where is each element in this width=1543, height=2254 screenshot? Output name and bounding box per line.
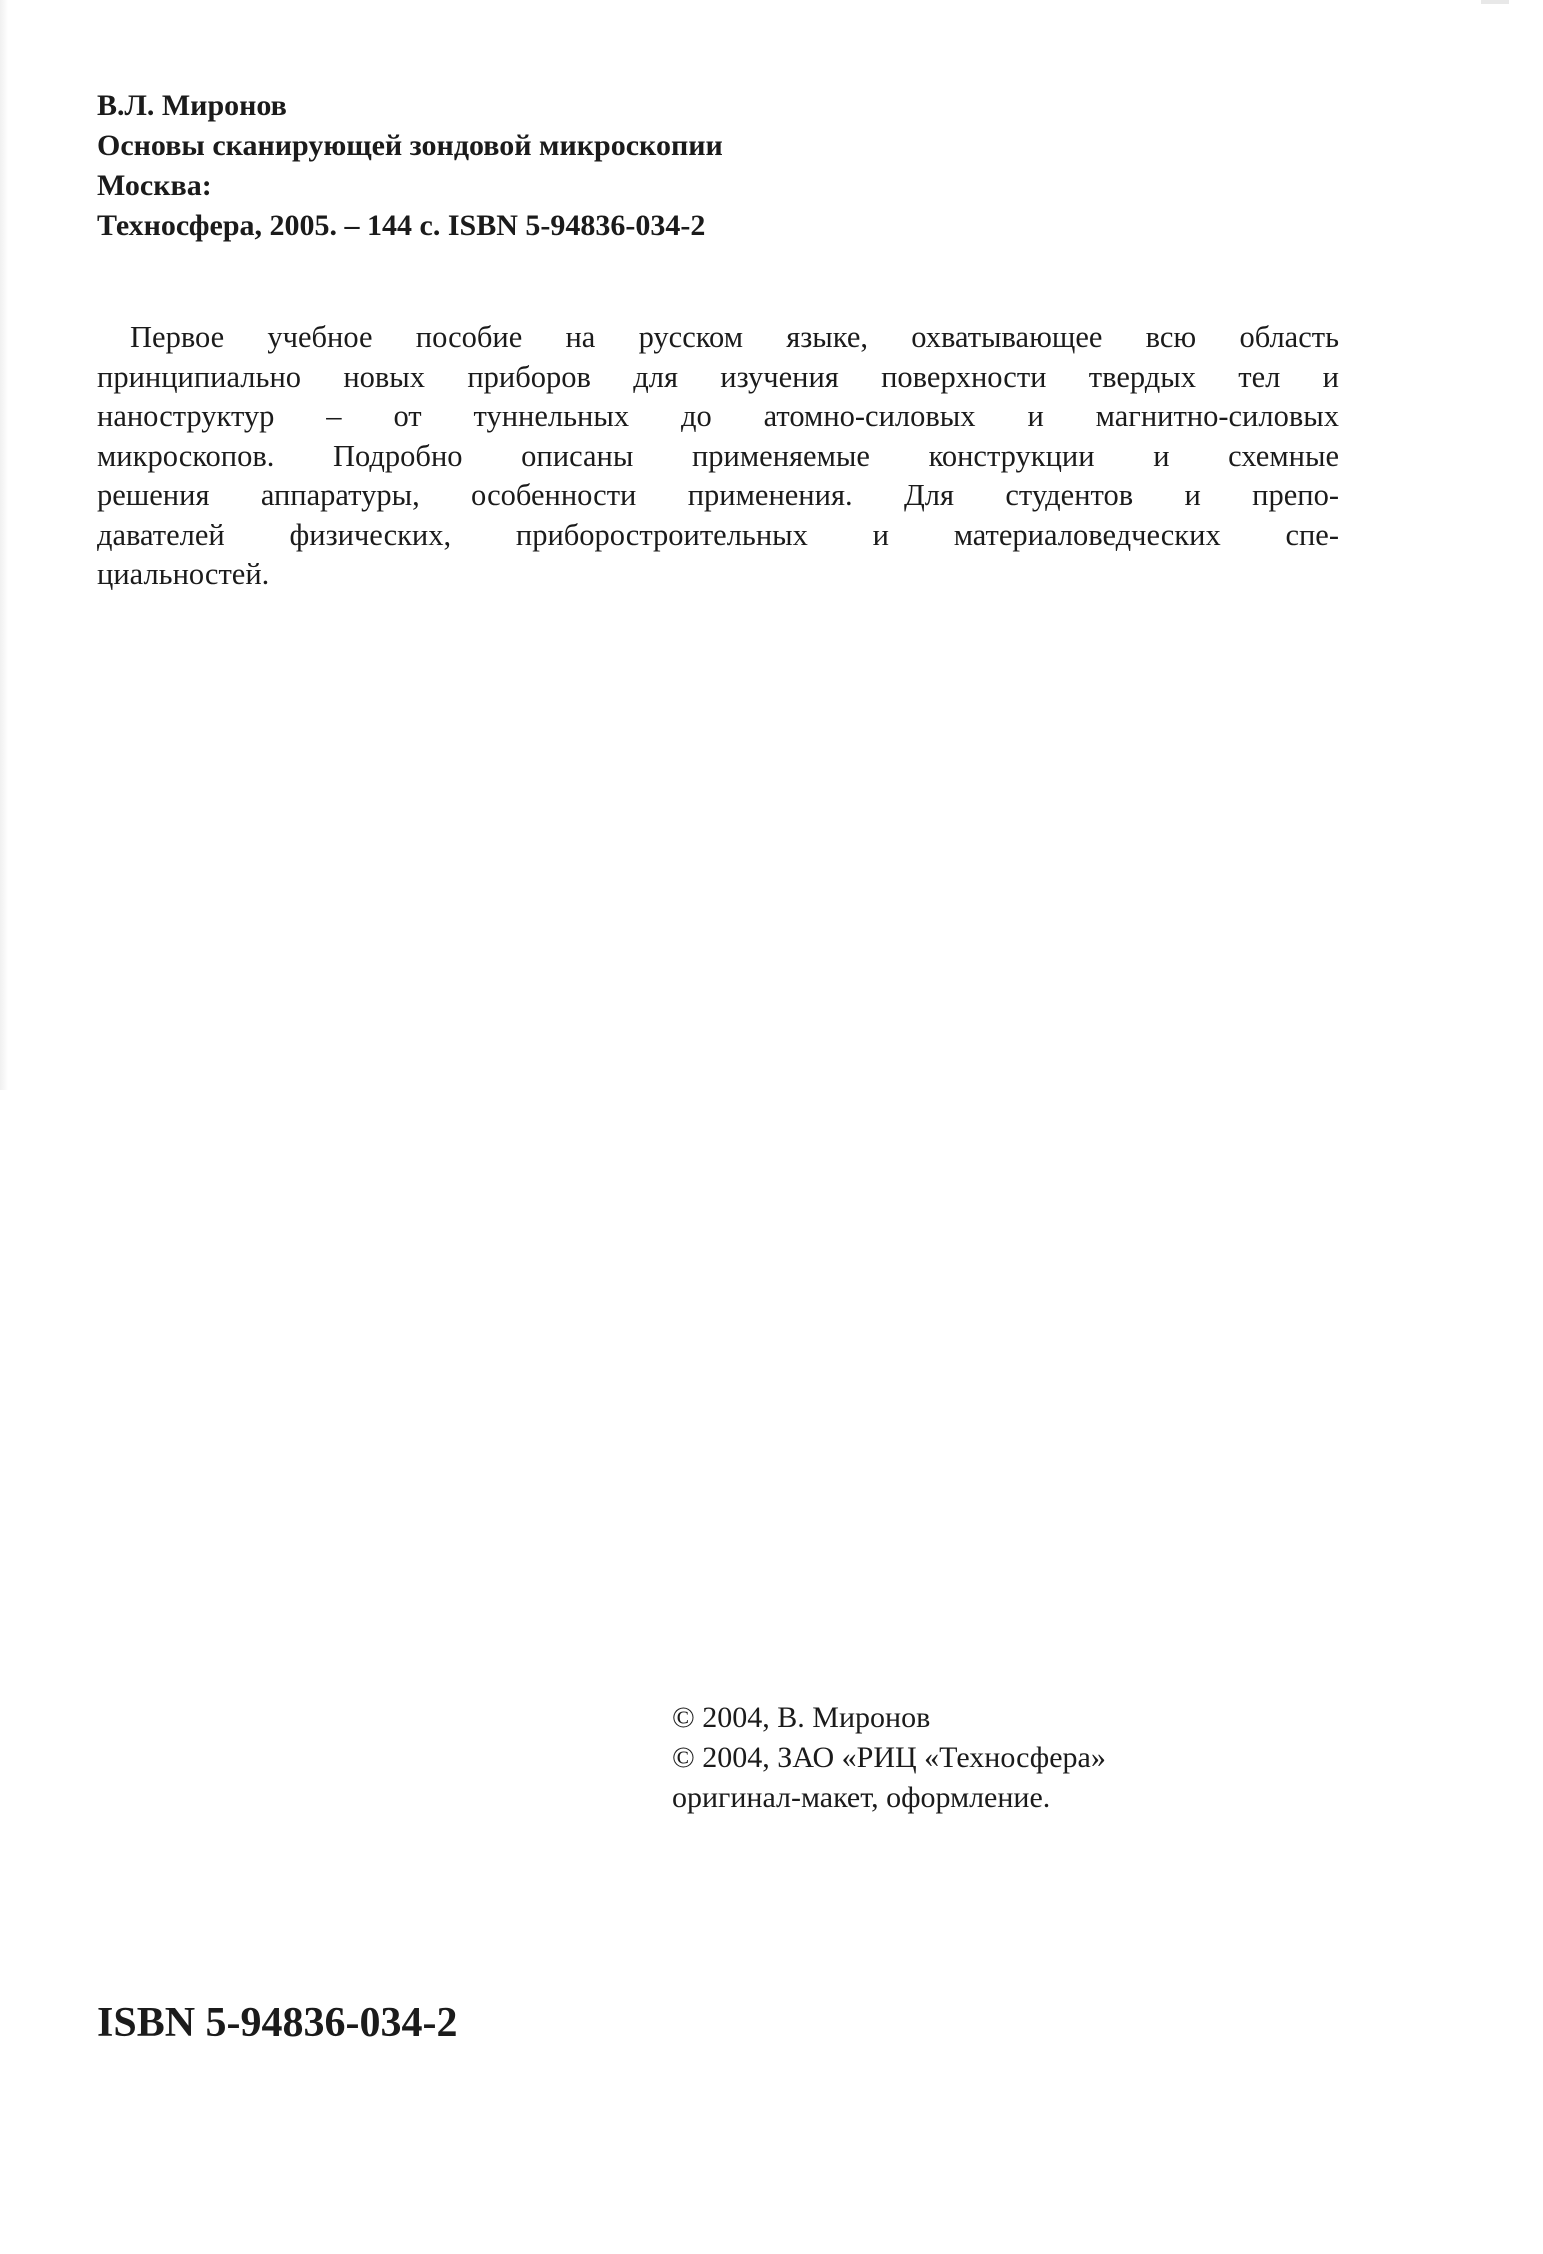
annotation-line: микроскопов. Подробно описаны применяемые конструкции и схемные — [97, 438, 1339, 473]
annotation-line: наноструктур – от туннельных до атомно-силовых и магнитно-силовых — [97, 399, 1339, 433]
copyright-block — [672, 1698, 1232, 1818]
annotation-line: циальностей. — [97, 557, 270, 591]
annotation-line: принципиально новых приборов для изучения поверхности твердых тел и — [97, 359, 1339, 394]
author: В.Л. Миронов — [97, 89, 287, 122]
publisher-imprint: Техносфера, 2005. – 144 с. ISBN 5-94836-034-2 — [97, 209, 706, 242]
bibliographic-record — [97, 86, 1347, 246]
annotation-line: Первое учебное пособие на русском языке, охватывающее всю область — [130, 320, 1339, 354]
isbn-footer: ISBN 5-94836-034-2 — [97, 2000, 458, 2046]
book-title: Основы сканирующей зондовой микроскопии — [97, 129, 723, 162]
annotation-paragraph — [97, 318, 1339, 595]
annotation-line: решения аппаратуры, особенности применения. Для студентов и препо- — [97, 478, 1339, 512]
publication-city: Москва: — [97, 169, 212, 202]
annotation-line: давателей физических, приборостроительных и материаловедческих спе- — [97, 517, 1339, 552]
scan-corner-mark — [1481, 0, 1509, 4]
copyright-author: © 2004, В. Миронов — [672, 1701, 931, 1734]
copyright-publisher: © 2004, ЗАО «РИЦ «Техносфера» — [672, 1741, 1106, 1774]
copyright-note: оригинал-макет, оформление. — [672, 1781, 1051, 1814]
scan-edge-shadow — [0, 0, 8, 1090]
